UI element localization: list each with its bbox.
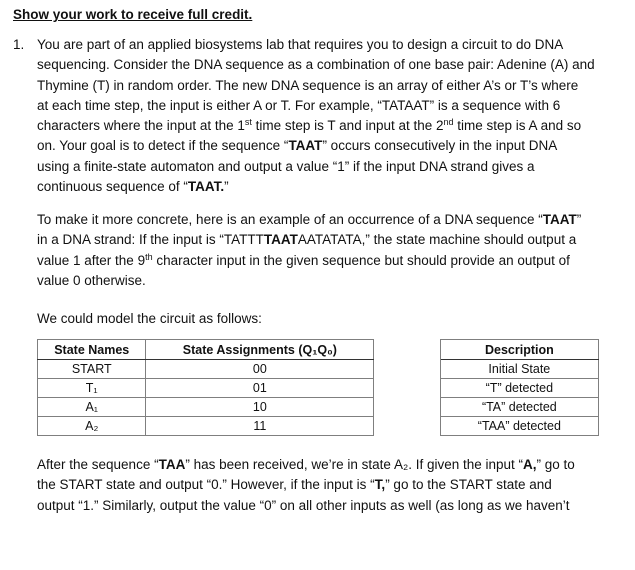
paragraph-line: using a finite-state automaton and output a value “1” if the input DNA strand gives a <box>37 158 535 174</box>
paragraph-line: value 1 after the 9th character input in the given sequence but should provide an output of <box>37 251 570 268</box>
cell-description: “T” detected <box>440 379 598 398</box>
question-paragraph-4 <box>37 455 619 516</box>
paragraph-line: sequencing. Consider the DNA sequence as a combination of one base pair: Adenine (A) and <box>37 57 595 73</box>
table-gap <box>374 379 440 398</box>
paragraph-line: the START state and output “0.” However, if the input is “T,” go to the START state and <box>37 477 552 493</box>
header-state-assignments: State Assignments (Q₁Q₀) <box>146 340 374 360</box>
cell-state-name: START <box>38 360 146 379</box>
question-paragraph-3 <box>37 309 619 329</box>
paragraph-line: continuous sequence of “TAAT.” <box>37 179 229 195</box>
table-row <box>38 417 599 436</box>
table-gap <box>374 398 440 417</box>
question-paragraph-1 <box>37 35 619 197</box>
paragraph-line: You are part of an applied biosystems lab that requires you to design a circuit to do DNA <box>37 37 564 52</box>
header-state-names: State Names <box>38 340 146 360</box>
paragraph-line: characters where the input at the 1st time step is T and input at the 2nd time step is A and so <box>37 117 582 134</box>
table-header-row <box>38 340 599 360</box>
paragraph-line: value 0 otherwise. <box>37 272 146 288</box>
paragraph-line: at each time step, the input is either A or T. For example, “TATAAT” is a sequence with 6 <box>37 97 561 113</box>
cell-state-assignment: 00 <box>146 360 374 379</box>
table-gap <box>374 340 440 360</box>
paragraph-line: on. Your goal is to detect if the sequence “TAAT” occurs consecutively in the input DNA <box>37 138 558 154</box>
cell-state-assignment: 01 <box>146 379 374 398</box>
cell-state-name: A₂ <box>38 417 146 436</box>
cell-state-assignment: 11 <box>146 417 374 436</box>
table-gap <box>374 360 440 379</box>
paragraph-line: in a DNA strand: If the input is “TATTTTAATAATATATA,” the state machine should output a <box>37 232 577 248</box>
state-assignment-table <box>37 339 599 436</box>
paragraph-line: We could model the circuit as follows: <box>37 311 262 326</box>
table-row <box>38 379 599 398</box>
table-gap <box>374 417 440 436</box>
paragraph-line: After the sequence “TAA” has been received, we’re in state A₂. If given the input “A,” go to <box>37 457 575 472</box>
question-number: 1. <box>13 37 25 52</box>
instructions-heading: Show your work to receive full credit. <box>13 7 253 22</box>
paragraph-line: Thymine (T) in random order. The new DNA sequence is an array of either A’s or T’s where <box>37 77 579 93</box>
paragraph-line: output “1.” Similarly, output the value “0” on all other inputs as well (as long as we haven’t <box>37 497 570 513</box>
paragraph-line: To make it more concrete, here is an example of an occurrence of a DNA sequence “TAAT” <box>37 212 582 227</box>
header-description: Description <box>440 340 598 360</box>
cell-description: “TAA” detected <box>440 417 598 436</box>
table-row <box>38 398 599 417</box>
cell-state-name: A₁ <box>38 398 146 417</box>
cell-description: Initial State <box>440 360 598 379</box>
cell-state-name: T₁ <box>38 379 146 398</box>
question-paragraph-2 <box>37 210 619 291</box>
cell-description: “TA” detected <box>440 398 598 417</box>
table-row <box>38 360 599 379</box>
cell-state-assignment: 10 <box>146 398 374 417</box>
